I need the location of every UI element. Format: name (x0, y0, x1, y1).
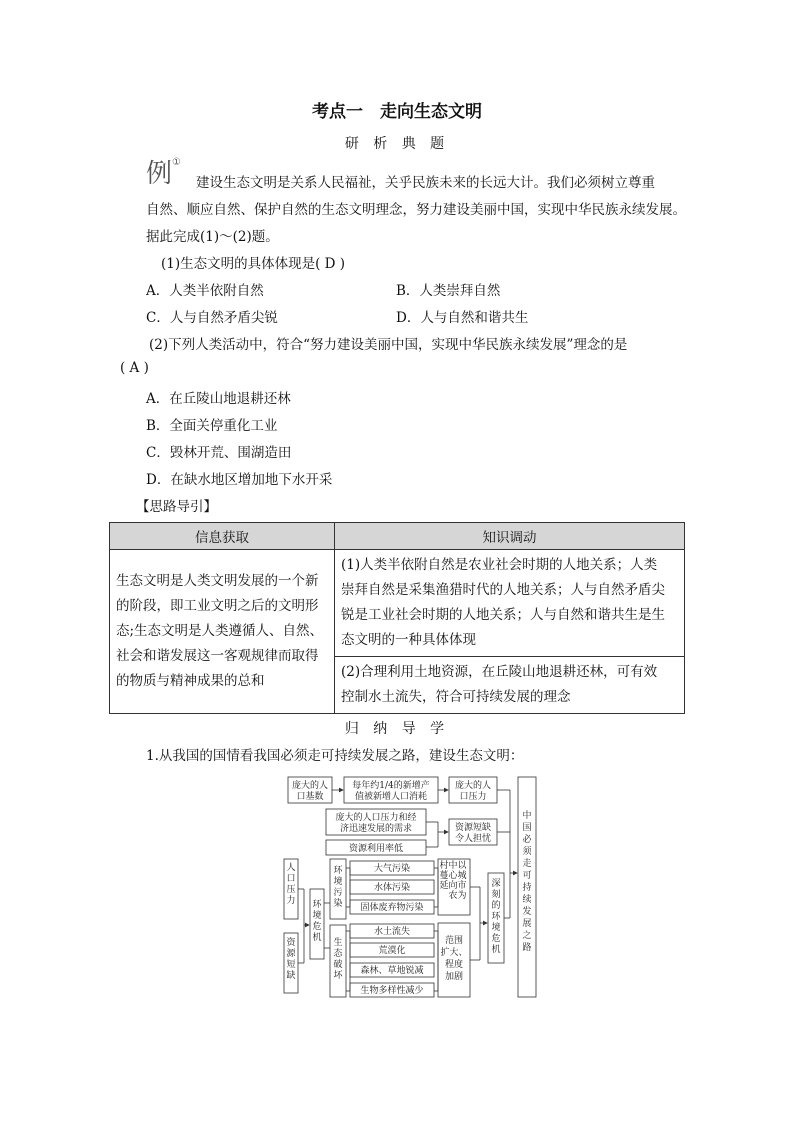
question-1-option-b: B．人类崇拜自然 (396, 283, 501, 299)
label-urban-rural: 以城市为中心向农村蔓延 (439, 861, 467, 901)
guide-info-cell (110, 550, 335, 714)
question-1-option-c: C．人与自然矛盾尖锐 (146, 310, 278, 326)
question-1-option-d: D．人与自然和谐共生 (396, 310, 529, 326)
label-scope-2: 扩大、 (440, 948, 468, 958)
guide-knowledge-line: 态文明的一种具体体现 (341, 632, 476, 648)
example-text-line-1: 建设生态文明是关系人民福祉，关乎民族未来的长远大计。我们必须树立尊重 (196, 175, 655, 191)
label-new-output-2: 值被新增人口消耗 (354, 792, 428, 802)
label-water-pollution: 水体污染 (373, 883, 411, 893)
question-2-stem: (2)下列人类活动中，符合“努力建设美丽中国，实现中华民族永续发展”理念的是 (149, 337, 628, 353)
label-soil-erosion: 水土流失 (373, 927, 411, 937)
guide-info-line: 的阶段，即工业文明之后的文明形 (116, 598, 319, 614)
label-pressure-top-1: 庞大的人 (454, 781, 492, 791)
guide-info-line: 生态文明是人类文明发展的一个新 (116, 573, 319, 589)
guide-knowledge-cell-1 (335, 550, 685, 657)
label-must-sustainable: 中国必须走可持续发展之路 (522, 811, 532, 953)
label-resource-worry-2: 令人担忧 (454, 834, 492, 844)
example-text-line-3: 据此完成(1)～(2)题。 (146, 229, 279, 245)
example-badge: 例① (146, 157, 181, 189)
label-scope-1: 范围 (444, 936, 464, 946)
guide-knowledge-line: (1)人类半依附自然是农业社会时期的人地关系；人类 (341, 557, 658, 573)
label-ecological-damage: 生态破坏 (333, 938, 343, 981)
guide-knowledge-line: 崇拜自然是采集渔猎时代的人地关系；人与自然矛盾尖 (341, 582, 665, 598)
point-1-text: 1.从我国的国情看我国必须走可持续发展之路，建设生态文明： (146, 748, 524, 764)
section-heading-study: 研 析 典 题 (344, 136, 450, 152)
question-1-stem: (1)生态文明的具体体现是( D ) (161, 256, 346, 272)
question-2-answer: ( A ) (120, 360, 149, 376)
label-deep-crisis: 深刻的环境危机 (491, 879, 501, 955)
guide-info-line: 的物质与精神成果的总和 (116, 673, 265, 689)
guide-knowledge-line: 控制水土流失，符合可持续发展的理念 (341, 689, 571, 705)
label-scope-4: 加剧 (444, 972, 464, 982)
label-low-utilization: 资源利用率低 (348, 844, 404, 854)
guide-col-knowledge: 知识调动 (335, 523, 685, 550)
question-1-option-a: A．人类半依附自然 (146, 283, 264, 299)
question-2-option-d: D．在缺水地区增加地下水开采 (146, 472, 333, 488)
guide-col-info: 信息获取 (110, 523, 335, 550)
guide-knowledge-line: 锐是工业社会时期的人地关系；人与自然和谐共生是生 (341, 607, 665, 623)
guide-table (109, 522, 685, 714)
label-new-output-1: 每年约1/4的新增产 (352, 781, 430, 791)
question-2-option-c: C．毁林开荒、围湖造田 (146, 445, 292, 461)
guide-info-line: 社会和谐发展这一客观规律而取得 (116, 648, 319, 664)
label-resource-worry-1: 资源短缺 (454, 823, 492, 833)
label-desertification: 荒漠化 (378, 946, 406, 956)
section-heading-summary: 归 纳 导 学 (344, 721, 450, 737)
label-scope-3: 程度 (444, 960, 464, 970)
label-solid-waste: 固体废弃物污染 (360, 903, 424, 913)
guide-heading: 【思路导引】 (136, 499, 217, 515)
label-forest-grass: 森林、草地锐减 (360, 966, 424, 976)
label-population-base-1: 庞大的人 (291, 781, 329, 791)
label-pressure-top-2: 口压力 (459, 792, 487, 802)
flow-diagram (278, 773, 540, 1000)
question-2-option-a: A．在丘陵山地退耕还林 (146, 391, 291, 407)
example-text-line-2: 自然、顺应自然、保护自然的生态文明理念，努力建设美丽中国，实现中华民族永续发展。 (146, 202, 686, 218)
question-2-option-b: B．全面关停重化工业 (146, 418, 278, 434)
guide-knowledge-cell-2 (335, 657, 685, 714)
label-biodiversity: 生物多样性减少 (360, 986, 424, 996)
guide-info-line: 态;生态文明是人类遵循人、自然、 (116, 623, 324, 639)
guide-knowledge-line: (2)合理利用土地资源，在丘陵山地退耕还林，可有效 (341, 664, 658, 680)
example-badge-number: ① (172, 157, 181, 168)
label-pressure-demand-2: 济迅速发展的需求 (339, 824, 413, 834)
label-pressure-demand-1: 庞大的人口压力和经 (335, 813, 417, 823)
label-environment-pollution: 环境污染 (333, 866, 343, 909)
label-resource-shortage: 资源短缺 (286, 938, 296, 981)
label-environment-crisis: 环境危机 (312, 900, 322, 943)
label-population-pressure: 人口压力 (286, 863, 296, 906)
label-air-pollution: 大气污染 (373, 864, 411, 874)
page-title: 考点一 走向生态文明 (312, 102, 482, 122)
label-population-base-2: 口基数 (296, 792, 324, 802)
